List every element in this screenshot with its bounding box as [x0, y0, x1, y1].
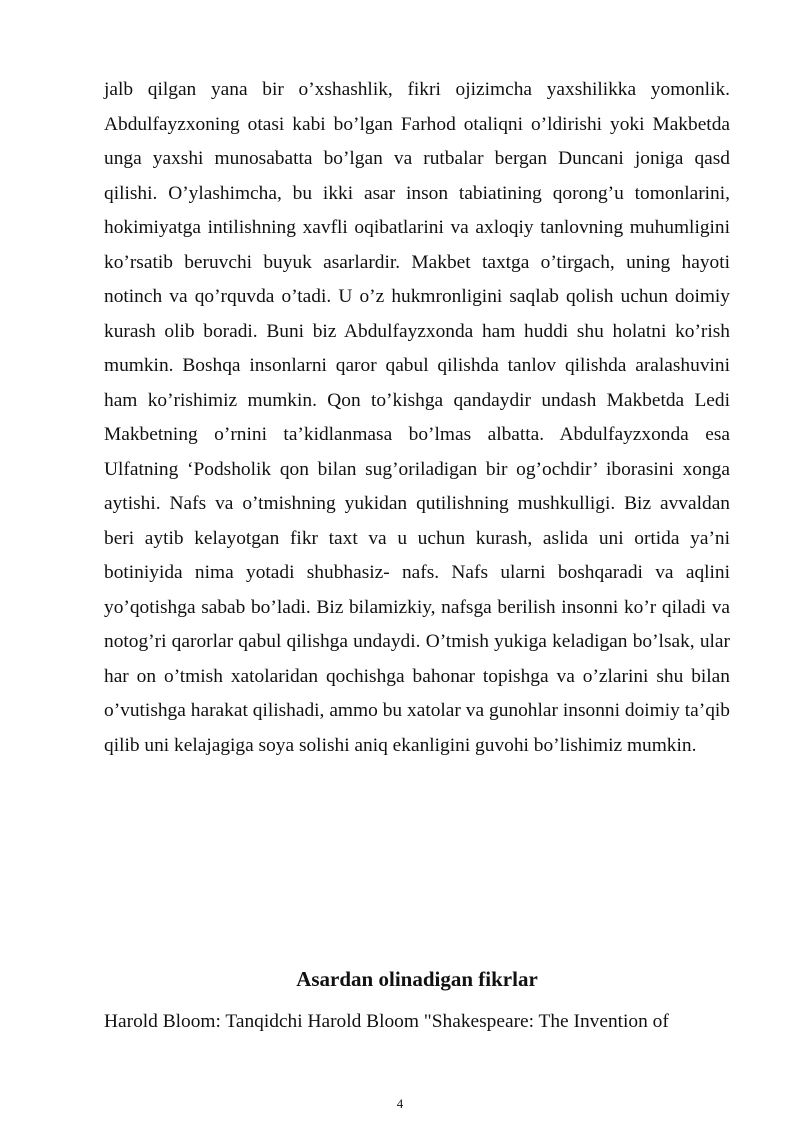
page-number: 4: [396, 1096, 404, 1111]
body-paragraph: jalb qilgan yana bir o’xshashlik, fikri ojizimcha yaxshilikka yomonlik. Abdulfayzxoning otasi kabi bo’lgan Farhod otaliqni o’ldirishi yoki Makbetda unga yaxshi munosabatta bo’lgan va rutbalar bergan Duncani joniga qasd qilishi. O’ylashimcha, bu ikki asar inson tabiatining qorong’u tomonlarini, hokimiyatga intilishning xavfli oqibatlarini va axloqiy tanlovning muhumligini ko’rsatib beruvchi buyuk asarlardir. Makbet taxtga o’tirgach, uning hayoti notinch va qo’rquvda o’tadi. U o’z hukmronligini saqlab qolish uchun doimiy kurash olib boradi. Buni biz Abdulfayzxonda ham huddi shu holatni ko’rish mumkin. Boshqa insonlarni qaror qabul qilishda tanlov qilishda aralashuvini ham ko’rishimiz mumkin. Qon to’kishga qandaydir undash Makbetda Ledi Makbetning o’rnini ta’kidlanmasa bo’lmas albatta. Abdulfayzxonda esa Ulfatning ‘Podsholik qon bilan sug’oriladigan bir og’ochdir’ iborasini xonga aytishi. Nafs va o’tmishning yukidan qutilishning mushkulligi. Biz avvaldan beri aytib kelayotgan fikr taxt va u uchun kurash, aslida uni ortida ya’ni botiniyida nima yotadi shubhasiz- nafs. Nafs ularni boshqaradi va aqlini yo’qotishga sabab bo’ladi. Biz bilamizkiy, nafsga berilish insonni ko’r qiladi va notog’ri qarorlar qabul qilishga undaydi. O’tmish yukiga keladigan bo’lsak, ular har on o’tmish xatolaridan qochishga bahonar topishga va o’zlarini shu bilan o’vutishga harakat qilishadi, ammo bu xatolar va gunohlar insonni doimiy ta’qib qilib uni kelajagiga soya solishi aniq ekanligini guvohi bo’lishimiz mumkin.: [104, 79, 730, 756]
section-first-line: Harold Bloom: Tanqidchi Harold Bloom "Shakespeare: The Invention of: [104, 1011, 669, 1032]
section-heading: Asardan olinadigan fikrlar: [296, 967, 538, 991]
